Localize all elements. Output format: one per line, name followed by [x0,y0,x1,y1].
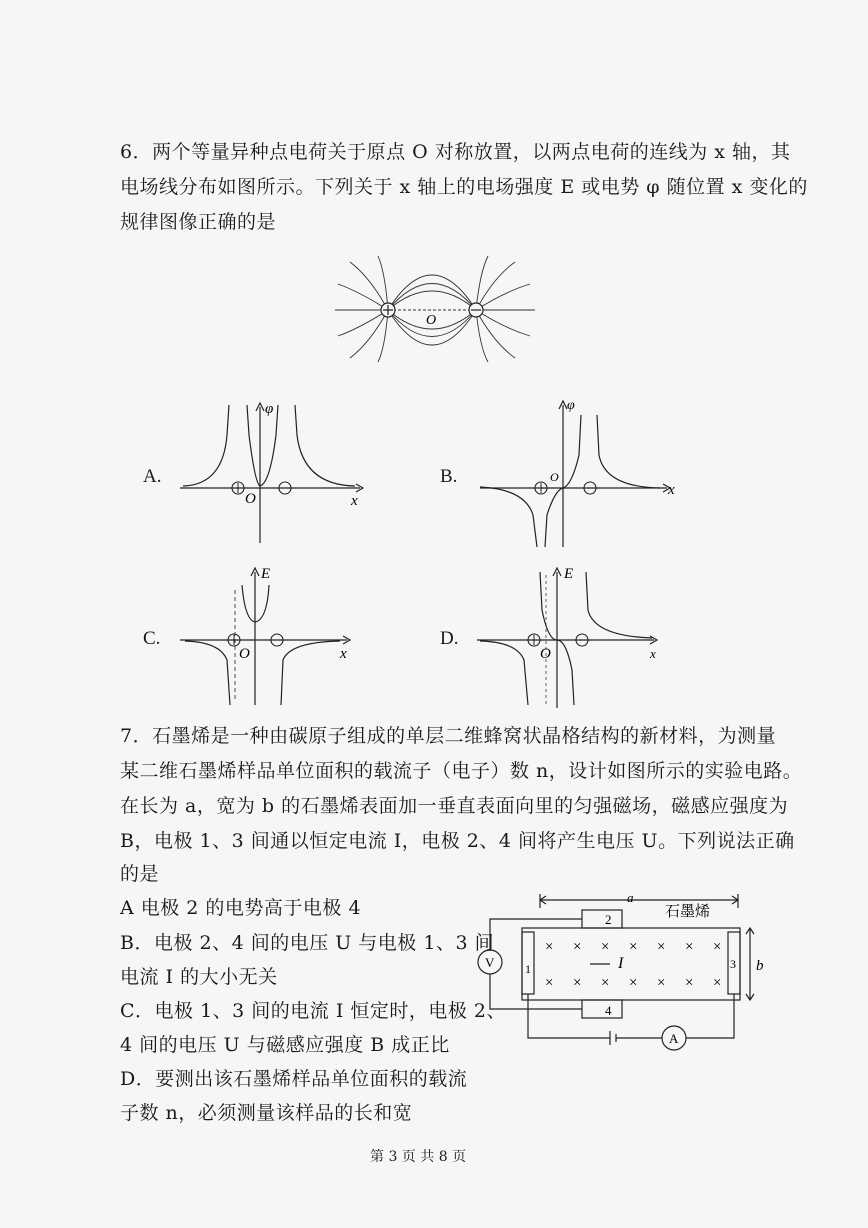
negative-charge-icon [469,303,483,317]
length-label: a [627,890,634,905]
option-c-xaxis-label: x [340,646,347,662]
field-lines-figure [330,252,540,364]
q7-choice-b-2: 电流 I 的大小无关 [120,966,278,988]
current-label: I [618,955,624,972]
option-a-origin-label: O [245,491,256,507]
graphene-circuit-diagram [470,888,770,1063]
page-number-footer: 第 3 页 共 8 页 [370,1149,467,1165]
q7-choice-c-2: 4 间的电压 U 与磁感应强度 B 成正比 [120,1034,450,1056]
electrode-4-label: 4 [605,1003,612,1018]
option-b-label: B. [440,466,458,487]
q7-choice-b-1: B．电极 2、4 间的电压 U 与电极 1、3 间 [120,932,495,954]
graphene-label: 石墨烯 [665,904,711,920]
option-d-yaxis-label: E [564,566,574,582]
field-origin-label: O [426,313,437,328]
option-b-yaxis-label: φ [567,398,575,413]
q7-line-1: 7．石墨烯是一种由碳原子组成的单层二维蜂窝状晶格结构的新材料，为测量 [120,725,777,747]
q7-choice-d-1: D．要测出该石墨烯样品单位面积的载流 [120,1068,468,1090]
q7-line-2: 某二维石墨烯样品单位面积的载流子（电子）数 n，设计如图所示的实验电路。 [120,760,803,782]
option-d-graph [472,560,667,710]
field-cross-icon: × [713,939,722,955]
electrode-2-label: 2 [605,912,612,927]
option-b-graph [475,395,685,550]
field-cross-icon: × [657,975,666,991]
option-a-xaxis-label: x [351,493,358,509]
q6-line-1: 6．两个等量异种点电荷关于原点 O 对称放置，以两点电荷的连线为 x 轴，其 [120,141,791,163]
field-cross-icon: × [601,975,610,991]
option-c-origin-label: O [239,646,250,662]
option-d-xaxis-label: x [650,646,656,661]
field-cross-icon: × [545,939,554,955]
option-d-label: D. [440,628,459,649]
width-label: b [756,958,764,974]
field-cross-icon: × [685,939,694,955]
q7-choice-c-1: C．电极 1、3 间的电流 I 恒定时，电极 2、 [120,1000,507,1022]
field-cross-icon: × [629,939,638,955]
electrode-3-label: 3 [730,957,736,971]
option-b-xaxis-label: x [668,482,675,498]
q6-line-2: 电场线分布如图所示。下列关于 x 轴上的电场强度 E 或电势 φ 随位置 x 变化的 [120,176,808,198]
field-cross-icon: × [713,975,722,991]
positive-charge-icon [381,303,395,317]
option-c-label: C. [143,628,161,649]
ammeter-label: A [669,1031,679,1046]
option-c-graph [175,560,360,710]
field-cross-icon: × [573,975,582,991]
option-a-graph [175,395,370,545]
option-c-yaxis-label: E [261,566,271,582]
field-cross-icon: × [573,939,582,955]
q7-choice-a: A 电极 2 的电势高于电极 4 [120,897,362,919]
option-d-origin-label: O [540,646,551,662]
field-cross-icon: × [545,975,554,991]
field-cross-icon: × [685,975,694,991]
q7-choice-d-2: 子数 n，必须测量该样品的长和宽 [120,1102,413,1124]
q7-line-3: 在长为 a，宽为 b 的石墨烯表面加一垂直表面向里的匀强磁场，磁感应强度为 [120,795,789,817]
magnetic-field-crosses [545,939,721,991]
field-cross-icon: × [657,939,666,955]
field-cross-icon: × [629,975,638,991]
field-cross-icon: × [601,939,610,955]
q6-line-3: 规律图像正确的是 [120,211,277,233]
electrode-1-label: 1 [525,962,531,976]
option-b-origin-label: O [550,470,559,484]
option-a-yaxis-label: φ [265,401,274,417]
q7-line-4: B，电极 1、3 间通以恒定电流 I，电极 2、4 间将产生电压 U。下列说法正确 [120,830,795,852]
q7-line-5: 的是 [120,863,160,885]
option-a-label: A. [143,466,162,487]
voltmeter-label: V [485,955,495,970]
